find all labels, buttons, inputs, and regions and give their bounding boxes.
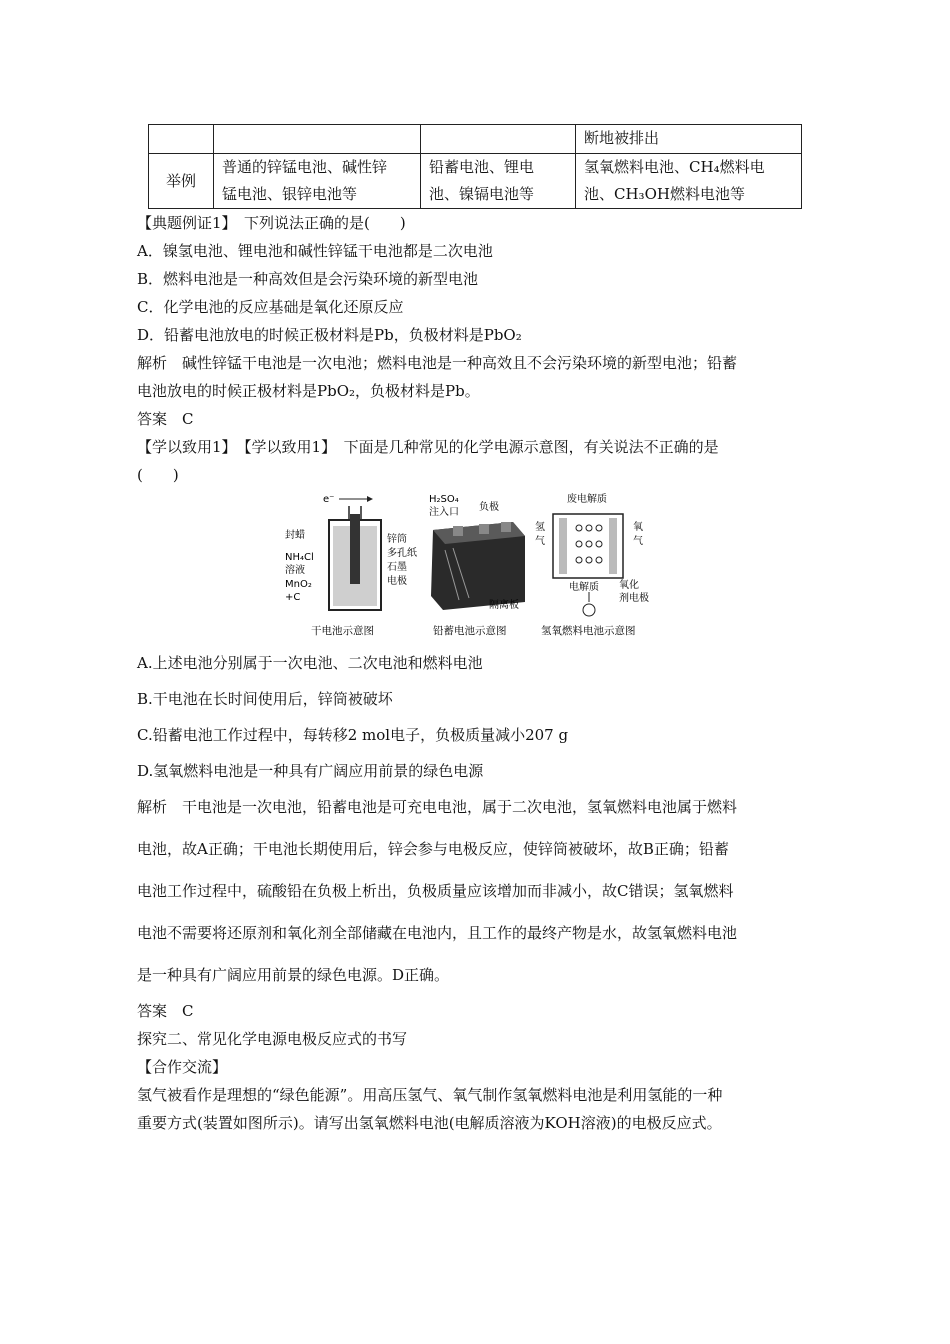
fig-label: 气 xyxy=(535,536,545,547)
table-row xyxy=(149,125,802,154)
fig-label: 溶液 xyxy=(285,565,305,576)
fig-label: 封蜡 xyxy=(285,530,305,541)
fig-label: 废电解质 xyxy=(567,494,607,505)
paragraph-text: 重要方式(装置如图所示)。请写出氢氧燃料电池(电解质溶液为KOH溶液)的电极反应式。 xyxy=(137,1114,722,1132)
paragraph-text: 氢气被看作是理想的“绿色能源”。用高压氢气、氧气制作氢氧燃料电池是利用氢能的一种 xyxy=(137,1086,723,1104)
fig-label: 气 xyxy=(633,536,643,547)
figure-caption: 铅蓄电池示意图 xyxy=(433,625,507,637)
fig-label: NH₄Cl xyxy=(285,552,314,563)
analysis-text: 电池，故A正确；干电池长期使用后，锌会参与电极反应，使锌筒被破坏，故B正确；铅蓄 xyxy=(137,840,729,858)
figure-caption: 氢氧燃料电池示意图 xyxy=(541,625,636,637)
option-b: B．燃料电池是一种高效但是会污染环境的新型电池 xyxy=(137,270,479,288)
option-c: C.铅蓄电池工作过程中，每转移2 mol电子，负极质量减小207 g xyxy=(137,726,569,744)
table-row-label: 举例 xyxy=(149,154,214,209)
dry-cell-diagram xyxy=(285,494,417,637)
option-c: C．化学电池的反应基础是氧化还原反应 xyxy=(137,298,404,316)
fig-label: 注入口 xyxy=(429,507,459,518)
table-cell xyxy=(214,154,421,209)
option-b: B.干电池在长时间使用后，锌筒被破坏 xyxy=(137,690,393,708)
lead-acid-battery-diagram xyxy=(429,494,525,637)
fig-label: 石墨 xyxy=(387,562,407,573)
fig-label: 氧 xyxy=(633,522,643,533)
table-cell xyxy=(576,154,802,209)
cell-line: 池、镍镉电池等 xyxy=(429,185,535,203)
subsection-heading: 【合作交流】 xyxy=(137,1058,228,1076)
cell-line: 铅蓄电池、锂电 xyxy=(429,158,535,176)
answer-text: 答案 C xyxy=(137,1002,194,1020)
example-heading: 【典题例证1】 下列说法正确的是( ) xyxy=(137,214,406,232)
fig-label: 电解质 xyxy=(569,582,599,593)
option-d: D．铅蓄电池放电的时候正极材料是Pb，负极材料是PbO₂ xyxy=(137,326,522,344)
fig-label: +C xyxy=(285,592,301,603)
fig-label: 负极 xyxy=(479,502,499,513)
table-cell xyxy=(149,125,214,154)
cell-line: 氢氧燃料电池、CH₄燃料电 xyxy=(584,158,765,176)
section-title: 探究二、常见化学电源电极反应式的书写 xyxy=(137,1030,408,1048)
battery-comparison-table xyxy=(148,124,802,209)
table-cell xyxy=(421,154,576,209)
table-cell xyxy=(421,125,576,154)
analysis-text: 解析 碱性锌锰干电池是一次电池；燃料电池是一种高效且不会污染环境的新型电池；铅蓄 xyxy=(137,354,738,372)
fig-label: MnO₂ xyxy=(285,579,312,590)
fuel-cell-diagram xyxy=(535,492,649,637)
analysis-text: 电池不需要将还原剂和氧化剂全部储藏在电池内，且工作的最终产物是水，故氢氧燃料电池 xyxy=(137,924,738,942)
fig-label: 锌筒 xyxy=(387,534,407,545)
analysis-text: 是一种具有广阔应用前景的绿色电源。D正确。 xyxy=(137,966,450,984)
figure-caption: 干电池示意图 xyxy=(311,625,374,637)
answer-blank: ( ) xyxy=(137,466,179,484)
table-cell xyxy=(214,125,421,154)
cell-line: 池、CH₃OH燃料电池等 xyxy=(584,185,745,203)
cell-line: 锰电池、银锌电池等 xyxy=(222,185,358,203)
fig-label: e⁻ xyxy=(323,494,335,505)
option-d: D.氢氧燃料电池是一种具有广阔应用前景的绿色电源 xyxy=(137,762,484,780)
fig-label: 电极 xyxy=(387,576,407,587)
fig-label: 隔离板 xyxy=(489,600,519,611)
option-a: A.上述电池分别属于一次电池、二次电池和燃料电池 xyxy=(137,654,483,672)
table-cell: 断地被排出 xyxy=(576,125,802,154)
analysis-text: 解析 干电池是一次电池，铅蓄电池是可充电电池，属于二次电池，氢氧燃料电池属于燃料 xyxy=(137,798,738,816)
table-row xyxy=(149,154,802,209)
analysis-text: 电池工作过程中，硫酸铅在负极上析出，负极质量应该增加而非减小，故C错误；氢氧燃料 xyxy=(137,882,734,900)
fig-label: 多孔纸 xyxy=(387,548,417,559)
fig-label: 剂电极 xyxy=(619,593,649,604)
fig-label: H₂SO₄ xyxy=(429,494,459,505)
practice-heading: 【学以致用1】 【学以致用1】 下面是几种常见的化学电源示意图，有关说法不正确的是 xyxy=(137,438,719,456)
analysis-text: 电池放电的时候正极材料是PbO₂，负极材料是Pb。 xyxy=(137,382,480,400)
fig-label: 氧化 xyxy=(619,580,639,591)
cell-line: 普通的锌锰电池、碱性锌 xyxy=(222,158,388,176)
battery-diagrams-figure xyxy=(283,490,663,640)
option-a: A．镍氢电池、锂电池和碱性锌锰干电池都是二次电池 xyxy=(137,242,493,260)
fig-label: 氢 xyxy=(535,522,545,533)
answer-text: 答案 C xyxy=(137,410,194,428)
